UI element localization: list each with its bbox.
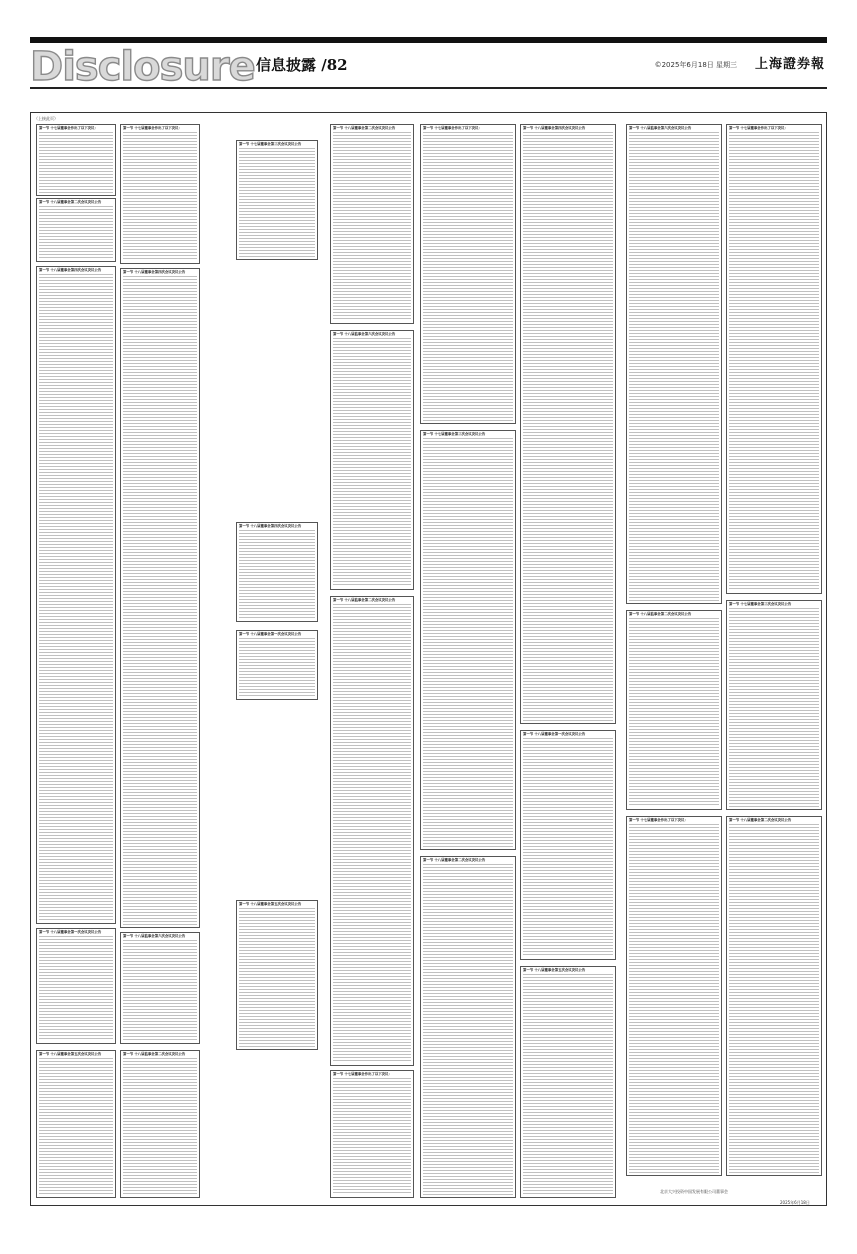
text-lines <box>629 618 719 807</box>
announcement-block <box>330 596 414 1066</box>
announcement-block <box>626 610 722 810</box>
text-lines <box>39 274 113 921</box>
announcement-block <box>420 430 516 850</box>
text-lines <box>239 908 315 1047</box>
text-lines <box>423 864 513 1195</box>
text-lines <box>333 1078 411 1195</box>
text-lines <box>333 338 411 587</box>
text-lines <box>423 438 513 847</box>
announcement-block <box>36 124 116 196</box>
block-title: 第一节 十七届董事会第三次会议决议公告 <box>423 432 486 436</box>
block-title: 第一节 十八届董事会第四次会议决议公告 <box>523 126 586 130</box>
block-title: 第一节 十八届董事会第二次会议决议公告 <box>39 200 102 204</box>
announcement-block <box>420 856 516 1198</box>
announcement-block <box>626 816 722 1176</box>
text-lines <box>123 132 197 261</box>
text-lines <box>729 608 819 807</box>
announcement-block <box>236 522 318 622</box>
text-lines <box>523 974 613 1195</box>
block-title: 第一节 十八届董事会第二次会议决议公告 <box>423 858 486 862</box>
block-title: 第一节 十八届董事会第四次会议决议公告 <box>239 524 302 528</box>
block-title: 第一节 十八届监事会第二次会议决议公告 <box>123 1052 186 1056</box>
announcement-block <box>236 630 318 700</box>
block-title: 第一节 十八届董事会第四次会议决议公告 <box>39 268 102 272</box>
block-title: 第一节 十八届董事会第一次会议决议公告 <box>239 632 302 636</box>
text-lines <box>123 940 197 1041</box>
announcement-block <box>726 124 822 594</box>
announcement-block <box>120 1050 200 1198</box>
block-title: 第一节 十八届董事会第四次会议决议公告 <box>123 270 186 274</box>
announcement-block <box>520 730 616 960</box>
signature-publisher: 北京大兴投资中国发展有限公司董事会 <box>660 1189 728 1194</box>
block-title: 第一节 十七届董事会第三次会议决议公告 <box>239 142 302 146</box>
block-title: 第一节 十八届董事会第五次会议决议公告 <box>239 902 302 906</box>
text-lines <box>39 132 113 193</box>
block-title: 第一节 十八届监事会第六次会议决议公告 <box>629 126 692 130</box>
block-title: 第一节 十八届董事会第二次会议决议公告 <box>333 126 396 130</box>
newspaper-logo: 上海證券報 <box>754 57 825 72</box>
block-title: 第一节 十八届监事会第二次会议决议公告 <box>629 612 692 616</box>
text-lines <box>239 530 315 619</box>
text-lines <box>729 824 819 1173</box>
text-lines <box>123 276 197 925</box>
announcement-block <box>36 198 116 262</box>
masthead <box>30 43 827 89</box>
block-title: 第一节 十八届监事会第二次会议决议公告 <box>333 598 396 602</box>
announcement-block <box>236 900 318 1050</box>
announcement-block <box>236 140 318 260</box>
block-title: 第一节 十七届董事会作出了以下决议： <box>333 1072 392 1076</box>
block-title: 第一节 十七届董事会作出了以下决议： <box>629 818 688 822</box>
announcement-block <box>120 932 200 1044</box>
text-lines <box>39 206 113 259</box>
announcement-block <box>330 124 414 324</box>
issue-date: ©2025年6月18日 星期三 <box>654 61 737 69</box>
text-lines <box>729 132 819 591</box>
block-title: 第一节 十八届董事会第二次会议决议公告 <box>729 818 792 822</box>
announcement-block <box>36 928 116 1044</box>
announcement-block <box>420 124 516 424</box>
block-title: 第一节 十八届董事会第五次会议决议公告 <box>523 968 586 972</box>
announcement-block <box>726 816 822 1176</box>
block-title: 第一节 十八届监事会第六次会议决议公告 <box>333 332 396 336</box>
section-title-cn: 信息披露 /82 <box>256 56 348 74</box>
text-lines <box>333 132 411 321</box>
block-title: 第一节 十七届董事会第三次会议决议公告 <box>729 602 792 606</box>
announcement-block <box>330 330 414 590</box>
text-lines <box>523 738 613 957</box>
text-lines <box>239 148 315 257</box>
announcement-block <box>36 1050 116 1198</box>
continuation-tag: （上接此页） <box>34 116 58 121</box>
text-lines <box>39 1058 113 1195</box>
text-lines <box>523 132 613 721</box>
block-title: 第一节 十八届董事会第一次会议决议公告 <box>39 930 102 934</box>
announcement-block <box>520 966 616 1198</box>
announcement-block <box>726 600 822 810</box>
announcement-block <box>520 124 616 724</box>
text-lines <box>39 936 113 1041</box>
text-lines <box>333 604 411 1063</box>
text-lines <box>629 132 719 601</box>
text-lines <box>123 1058 197 1195</box>
announcement-block <box>330 1070 414 1198</box>
text-lines <box>423 132 513 421</box>
announcement-block <box>120 124 200 264</box>
text-lines <box>629 824 719 1173</box>
announcement-block <box>626 124 722 604</box>
text-lines <box>239 638 315 697</box>
block-title: 第一节 十八届董事会第五次会议决议公告 <box>39 1052 102 1056</box>
block-title: 第一节 十八届监事会第六次会议决议公告 <box>123 934 186 938</box>
signature-date: 2025年6月18日 <box>780 1200 810 1205</box>
announcement-block <box>120 268 200 928</box>
block-title: 第一节 十八届董事会第一次会议决议公告 <box>523 732 586 736</box>
announcement-block <box>36 266 116 924</box>
block-title: 第一节 十七届董事会作出了以下决议： <box>123 126 182 130</box>
block-title: 第一节 十七届董事会作出了以下决议： <box>39 126 98 130</box>
block-title: 第一节 十七届董事会作出了以下决议： <box>729 126 788 130</box>
block-title: 第一节 十七届董事会作出了以下决议： <box>423 126 482 130</box>
section-title-en: Disclosure <box>30 44 255 90</box>
